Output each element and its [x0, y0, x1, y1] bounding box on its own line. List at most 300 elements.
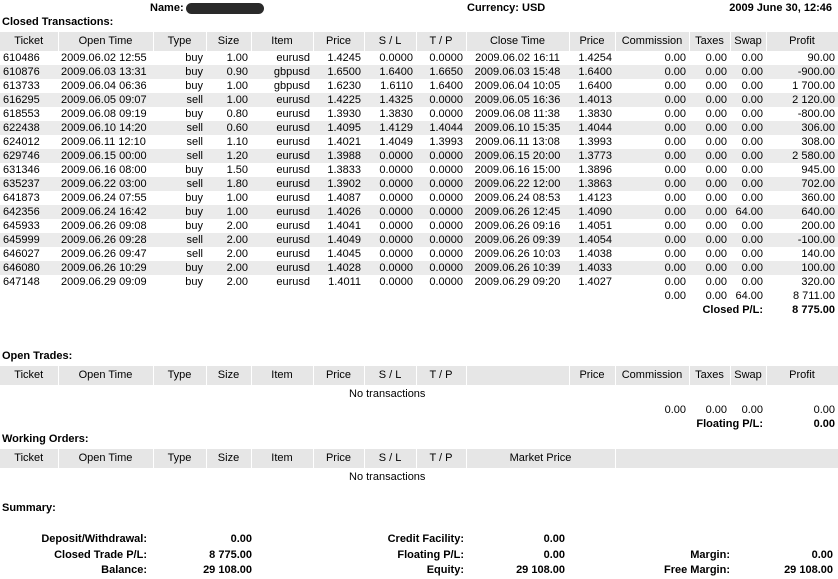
table-cell: 2009.06.26 10:39 [466, 261, 569, 275]
table-cell: 2009.06.11 13:08 [475, 136, 560, 148]
open-col-header: Size [206, 366, 251, 385]
table-cell: 2009.06.22 03:00 [58, 177, 153, 191]
table-cell: gbpusd [251, 65, 313, 79]
table-cell: 0.00 [615, 121, 689, 135]
table-cell: 2009.06.22 12:00 [466, 177, 569, 191]
table-cell: 2009.06.10 15:35 [466, 121, 569, 135]
name-label: Name: [150, 2, 184, 14]
free-margin-label: Free Margin: [663, 564, 730, 576]
working-col-header: S / L [364, 449, 416, 468]
summary-col-2 [300, 532, 568, 579]
table-cell: 0.00 [741, 192, 763, 204]
credit-facility-value: 0.00 [543, 533, 565, 545]
table-row [0, 261, 838, 275]
table-cell: 1.80 [206, 177, 251, 191]
table-cell: 0.80 [226, 108, 248, 120]
open-totals-row [0, 403, 838, 417]
table-cell: 2009.06.26 09:28 [58, 233, 153, 247]
table-cell: 2009.06.03 13:31 [58, 65, 153, 79]
table-cell: 0.00 [741, 164, 763, 176]
table-cell: 0.00 [705, 136, 727, 148]
table-cell: 0.00 [741, 220, 763, 232]
table-cell: 0.00 [741, 276, 763, 288]
closed-header-row [0, 32, 838, 51]
working-header-row [0, 449, 838, 468]
equity-label: Equity: [426, 564, 464, 576]
summary-col-1 [0, 532, 255, 579]
table-cell: 1.4026 [313, 205, 364, 219]
table-cell: eurusd [251, 177, 313, 191]
table-cell: 308.00 [801, 136, 835, 148]
table-cell: 1.4045 [327, 248, 361, 260]
table-cell: 1.4044 [569, 121, 615, 135]
table-cell: 0.0000 [364, 233, 416, 247]
table-cell: 1.4033 [569, 261, 615, 275]
table-cell: 0.0000 [364, 149, 416, 163]
table-cell: 1.3863 [569, 177, 615, 191]
table-cell: 1.4044 [416, 121, 466, 135]
table-cell: 1.4254 [578, 52, 612, 64]
open-col-header: Profit [766, 366, 838, 385]
closed-pl-value: 8 775.00 [792, 304, 835, 316]
table-cell: 0.00 [664, 248, 686, 260]
table-cell: buy [153, 205, 206, 219]
table-cell: 1.4123 [578, 192, 612, 204]
table-cell: 0.00 [664, 52, 686, 64]
table-cell: 618553 [3, 108, 40, 120]
table-cell: 0.90 [206, 65, 251, 79]
table-cell: buy [153, 65, 206, 79]
table-row [0, 93, 838, 107]
table-cell: sell [153, 233, 206, 247]
table-cell: 616295 [0, 93, 58, 107]
table-cell: 0.00 [730, 233, 766, 247]
table-cell: 1.6230 [327, 80, 361, 92]
summary-col-3 [580, 532, 835, 579]
open-total-profit: 0.00 [813, 404, 835, 416]
table-cell: 2009.06.26 09:47 [61, 248, 147, 260]
table-cell: 645999 [0, 233, 58, 247]
table-cell: 0.00 [664, 108, 686, 120]
closed-total-taxes: 0.00 [705, 290, 727, 302]
table-cell: 0.00 [689, 177, 730, 191]
table-cell: 1.00 [206, 205, 251, 219]
table-cell: 0.0000 [416, 261, 466, 275]
table-cell: 642356 [0, 205, 58, 219]
open-col-header: Commission [615, 366, 689, 385]
table-cell: 610486 [3, 52, 40, 64]
table-cell: buy [185, 164, 203, 176]
table-cell: 1.00 [226, 192, 248, 204]
table-cell: 2009.06.03 15:48 [466, 65, 569, 79]
table-row [0, 79, 838, 93]
table-cell: 0.00 [615, 205, 689, 219]
summary-floating-pl-label: Floating P/L: [397, 548, 464, 561]
table-cell: 0.0000 [379, 220, 413, 232]
table-cell: 0.0000 [379, 164, 413, 176]
working-col-header: Type [153, 449, 206, 468]
table-cell: sell [153, 121, 206, 135]
closed-col-header: Type [153, 32, 206, 51]
table-cell: 2009.06.02 12:55 [61, 52, 147, 64]
table-cell: 2009.06.26 12:45 [466, 205, 569, 219]
table-cell: 640.00 [766, 205, 838, 219]
table-cell: 1.6400 [569, 65, 615, 79]
table-row [0, 205, 838, 219]
closed-col-header: T / P [416, 32, 466, 51]
table-row [0, 65, 838, 79]
table-cell: 1.00 [226, 52, 248, 64]
closed-total-profit: 8 711.00 [792, 290, 835, 302]
table-cell: 622438 [0, 121, 58, 135]
table-cell: 200.00 [801, 220, 835, 232]
table-cell: -900.00 [766, 65, 838, 79]
open-total-commission: 0.00 [664, 404, 686, 416]
closed-col-header: Item [251, 32, 313, 51]
table-cell: 1.3830 [578, 108, 612, 120]
table-cell: 1.4011 [328, 276, 361, 288]
table-cell: 2009.06.08 09:19 [61, 108, 147, 120]
table-cell: 641873 [3, 192, 40, 204]
closed-col-header: Taxes [689, 32, 730, 51]
table-cell: eurusd [251, 261, 313, 275]
table-row [0, 121, 838, 135]
table-row [0, 233, 838, 247]
table-cell: 646027 [3, 248, 40, 260]
equity-value: 29 108.00 [516, 564, 565, 576]
table-cell: 2.00 [226, 220, 248, 232]
table-cell: 1.3896 [578, 164, 612, 176]
table-cell: 1.4095 [313, 121, 364, 135]
floating-pl-row [0, 417, 838, 431]
table-cell: 0.00 [664, 220, 686, 232]
summary-floating-pl-value: 0.00 [543, 548, 565, 561]
table-cell: 1.4051 [578, 220, 612, 232]
table-row [0, 163, 838, 177]
table-cell: 0.0000 [379, 52, 413, 64]
table-cell: 0.00 [741, 136, 763, 148]
closed-col-header: Size [206, 32, 251, 51]
open-col-header: Price [313, 366, 364, 385]
table-cell: 2009.06.26 09:08 [61, 220, 147, 232]
table-cell: 0.00 [705, 220, 727, 232]
table-cell: 0.0000 [429, 164, 463, 176]
table-cell: 0.0000 [429, 108, 463, 120]
table-cell: -100.00 [766, 233, 838, 247]
table-cell: 635237 [0, 177, 58, 191]
table-cell: 0.0000 [364, 205, 416, 219]
table-cell: eurusd [251, 233, 313, 247]
table-cell: 647148 [3, 276, 40, 288]
table-cell: 0.0000 [429, 276, 463, 288]
open-col-header: Price [569, 366, 615, 385]
table-cell: 0.00 [664, 80, 686, 92]
table-cell: 2009.06.29 09:09 [61, 276, 147, 288]
open-col-header [466, 366, 569, 385]
working-col-header: Size [206, 449, 251, 468]
open-col-header: Type [153, 366, 206, 385]
table-cell: eurusd [251, 149, 313, 163]
table-cell: 1.00 [226, 80, 248, 92]
table-cell: 140.00 [801, 248, 835, 260]
open-col-header: Taxes [689, 366, 730, 385]
closed-trade-pl-value: 8 775.00 [209, 548, 252, 561]
table-cell: 1.20 [206, 149, 251, 163]
table-cell: 0.0000 [379, 276, 413, 288]
working-col-header: Price [313, 449, 364, 468]
open-col-header: Open Time [58, 366, 153, 385]
margin-value: 0.00 [811, 548, 833, 561]
table-cell: sell [153, 177, 206, 191]
table-cell: 1.4028 [313, 261, 364, 275]
table-cell: 0.0000 [429, 220, 463, 232]
table-cell: 1.4225 [313, 93, 364, 107]
table-cell: 2009.06.16 15:00 [474, 164, 561, 176]
table-cell: 2009.06.08 11:38 [475, 108, 560, 120]
table-cell: sell [153, 93, 206, 107]
table-cell: 0.00 [741, 80, 763, 92]
table-cell: 1.4129 [364, 121, 416, 135]
report-date: 2009 June 30, 12:46 [729, 2, 832, 14]
table-cell: eurusd [276, 248, 310, 260]
open-col-header: Item [251, 366, 313, 385]
table-cell: 2009.06.29 09:20 [474, 276, 561, 288]
table-cell: 1.6110 [380, 80, 413, 92]
table-cell: eurusd [251, 93, 313, 107]
table-cell: 0.00 [689, 261, 730, 275]
table-cell: 0.00 [689, 149, 730, 163]
table-cell: 2.00 [206, 233, 251, 247]
table-cell: -800.00 [797, 108, 835, 120]
table-cell: 0.00 [730, 65, 766, 79]
table-cell: 2009.06.26 09:39 [466, 233, 569, 247]
table-cell: 1.10 [226, 136, 248, 148]
closed-col-header: Commission [615, 32, 689, 51]
table-cell: 1.6400 [429, 80, 463, 92]
table-row [0, 177, 838, 191]
working-col-header: Market Price [466, 449, 615, 468]
table-row [0, 219, 838, 233]
table-cell: 645933 [3, 220, 40, 232]
open-col-header: Swap [730, 366, 766, 385]
table-cell: eurusd [276, 192, 310, 204]
table-cell: 629746 [0, 149, 58, 163]
closed-pl-row [0, 303, 838, 317]
table-cell: 2.00 [226, 248, 248, 260]
floating-pl-label: Floating P/L: [696, 418, 763, 430]
table-cell: 0.00 [615, 177, 689, 191]
table-cell: 0.0000 [416, 149, 466, 163]
table-cell: 2009.06.15 20:00 [466, 149, 569, 163]
open-header-row [0, 366, 838, 385]
open-col-header: S / L [364, 366, 416, 385]
table-cell: 2009.06.16 08:00 [61, 164, 147, 176]
open-trades-title: Open Trades: [2, 350, 73, 362]
table-cell: 320.00 [801, 276, 835, 288]
floating-pl-value: 0.00 [813, 418, 835, 430]
table-cell: 1.00 [206, 93, 251, 107]
table-cell: 0.00 [730, 177, 766, 191]
open-col-header: T / P [416, 366, 466, 385]
table-cell: eurusd [276, 136, 310, 148]
table-cell: 1.3993 [429, 136, 463, 148]
table-cell: 0.00 [705, 108, 727, 120]
table-row [0, 149, 838, 163]
table-cell: 0.00 [730, 93, 766, 107]
closed-total-commission: 0.00 [664, 290, 686, 302]
redacted-name [186, 3, 264, 14]
table-cell: eurusd [276, 164, 310, 176]
table-cell: 0.00 [689, 205, 730, 219]
table-cell: 0.00 [664, 192, 686, 204]
table-cell: 613733 [3, 80, 40, 92]
closed-transactions-table [0, 32, 838, 317]
table-cell: 1.4049 [379, 136, 413, 148]
open-no-transactions: No transactions [349, 388, 426, 400]
table-cell: 0.00 [705, 80, 727, 92]
table-cell: buy [185, 52, 203, 64]
table-cell: 360.00 [801, 192, 835, 204]
table-cell: 1.3988 [313, 149, 364, 163]
table-cell: 1.4027 [578, 276, 612, 288]
closed-totals-row [0, 289, 838, 303]
table-cell: 1.3993 [578, 136, 612, 148]
table-cell: eurusd [276, 276, 310, 288]
table-cell: 90.00 [807, 52, 835, 64]
table-cell: 0.00 [664, 164, 686, 176]
table-cell: 2009.06.24 16:42 [58, 205, 153, 219]
table-cell: 610876 [0, 65, 58, 79]
table-cell: 0.00 [741, 248, 763, 260]
working-col-header: T / P [416, 449, 466, 468]
table-cell: buy [185, 220, 203, 232]
closed-col-header: Price [313, 32, 364, 51]
table-cell: 1.3830 [379, 108, 413, 120]
table-cell: 0.0000 [364, 177, 416, 191]
table-cell: buy [185, 276, 203, 288]
table-cell: 702.00 [766, 177, 838, 191]
table-cell: 1.4038 [578, 248, 612, 260]
table-cell: 1.50 [226, 164, 248, 176]
table-cell: 0.00 [615, 261, 689, 275]
table-cell: 0.0000 [379, 192, 413, 204]
table-cell: 1.4245 [327, 52, 361, 64]
table-row [0, 135, 838, 149]
table-cell: 2009.06.26 10:29 [58, 261, 153, 275]
table-cell: 2.00 [206, 261, 251, 275]
balance-label: Balance: [101, 564, 147, 576]
working-empty-row [0, 468, 838, 486]
table-cell: 2 120.00 [766, 93, 838, 107]
working-col-header: Ticket [0, 449, 58, 468]
table-cell: 0.0000 [429, 52, 463, 64]
table-cell: 0.0000 [416, 93, 466, 107]
table-cell: 1.4049 [313, 233, 364, 247]
table-cell: 1.4021 [327, 136, 361, 148]
table-cell: 0.0000 [364, 261, 416, 275]
table-cell: 2 580.00 [766, 149, 838, 163]
table-cell: 0.00 [615, 93, 689, 107]
open-total-swap: 0.00 [741, 404, 763, 416]
table-cell: 0.0000 [429, 248, 463, 260]
table-cell: 1.6650 [416, 65, 466, 79]
table-cell: 1.4013 [569, 93, 615, 107]
table-row [0, 51, 838, 65]
table-cell: 1.3930 [327, 108, 361, 120]
credit-facility-label: Credit Facility: [387, 533, 464, 545]
table-cell: 1.4090 [569, 205, 615, 219]
closed-col-header: S / L [364, 32, 416, 51]
table-cell: 0.00 [689, 93, 730, 107]
table-cell: 1.6400 [578, 80, 612, 92]
deposit-label: Deposit/Withdrawal: [41, 533, 147, 545]
table-cell: 624012 [3, 136, 40, 148]
summary-col3-empty-value [730, 532, 833, 548]
table-cell: 2009.06.24 08:53 [474, 192, 561, 204]
table-cell: 0.00 [730, 261, 766, 275]
table-cell: buy [185, 108, 203, 120]
currency: Currency: USD [467, 2, 546, 14]
table-cell: 2009.06.11 12:10 [61, 136, 146, 148]
table-cell: 1.3833 [327, 164, 361, 176]
margin-label: Margin: [690, 548, 730, 561]
table-row [0, 107, 838, 121]
working-col-header: Item [251, 449, 313, 468]
table-cell: 0.0000 [429, 192, 463, 204]
table-cell: 1.6500 [313, 65, 364, 79]
table-cell: 0.00 [705, 248, 727, 260]
table-cell: 0.00 [705, 164, 727, 176]
table-cell: eurusd [276, 220, 310, 232]
table-cell: 2009.06.04 06:36 [61, 80, 147, 92]
closed-col-header: Profit [766, 32, 838, 51]
table-cell: 64.00 [730, 205, 766, 219]
table-cell: 0.00 [730, 149, 766, 163]
table-cell: 2009.06.15 00:00 [58, 149, 153, 163]
table-cell: 2.00 [226, 276, 248, 288]
table-cell: 0.0000 [416, 205, 466, 219]
table-cell: 1.4087 [327, 192, 361, 204]
table-cell: sell [186, 248, 203, 260]
table-cell: eurusd [276, 52, 310, 64]
table-cell: 2009.06.10 14:20 [58, 121, 153, 135]
table-cell: 0.0000 [379, 248, 413, 260]
closed-trade-pl-label: Closed Trade P/L: [54, 548, 147, 561]
table-cell: 2009.06.24 07:55 [61, 192, 147, 204]
table-row [0, 275, 838, 289]
table-cell: eurusd [276, 108, 310, 120]
table-cell: 0.00 [615, 65, 689, 79]
table-cell: 0.00 [615, 233, 689, 247]
closed-pl-label: Closed P/L: [702, 304, 763, 316]
table-cell: 2009.06.05 09:07 [58, 93, 153, 107]
table-cell: 1.3902 [313, 177, 364, 191]
table-cell: 0.00 [615, 149, 689, 163]
closed-col-header: Swap [730, 32, 766, 51]
table-cell: 0.00 [741, 108, 763, 120]
table-cell: gbpusd [273, 80, 310, 92]
table-cell: eurusd [251, 205, 313, 219]
open-total-taxes: 0.00 [705, 404, 727, 416]
table-cell: eurusd [251, 121, 313, 135]
working-col-header-filler [615, 449, 838, 468]
table-cell: 1 700.00 [792, 80, 835, 92]
table-cell: buy [185, 80, 203, 92]
open-empty-row [0, 385, 838, 403]
table-cell: 0.00 [664, 276, 686, 288]
free-margin-value: 29 108.00 [784, 564, 833, 576]
table-cell: 0.00 [689, 233, 730, 247]
